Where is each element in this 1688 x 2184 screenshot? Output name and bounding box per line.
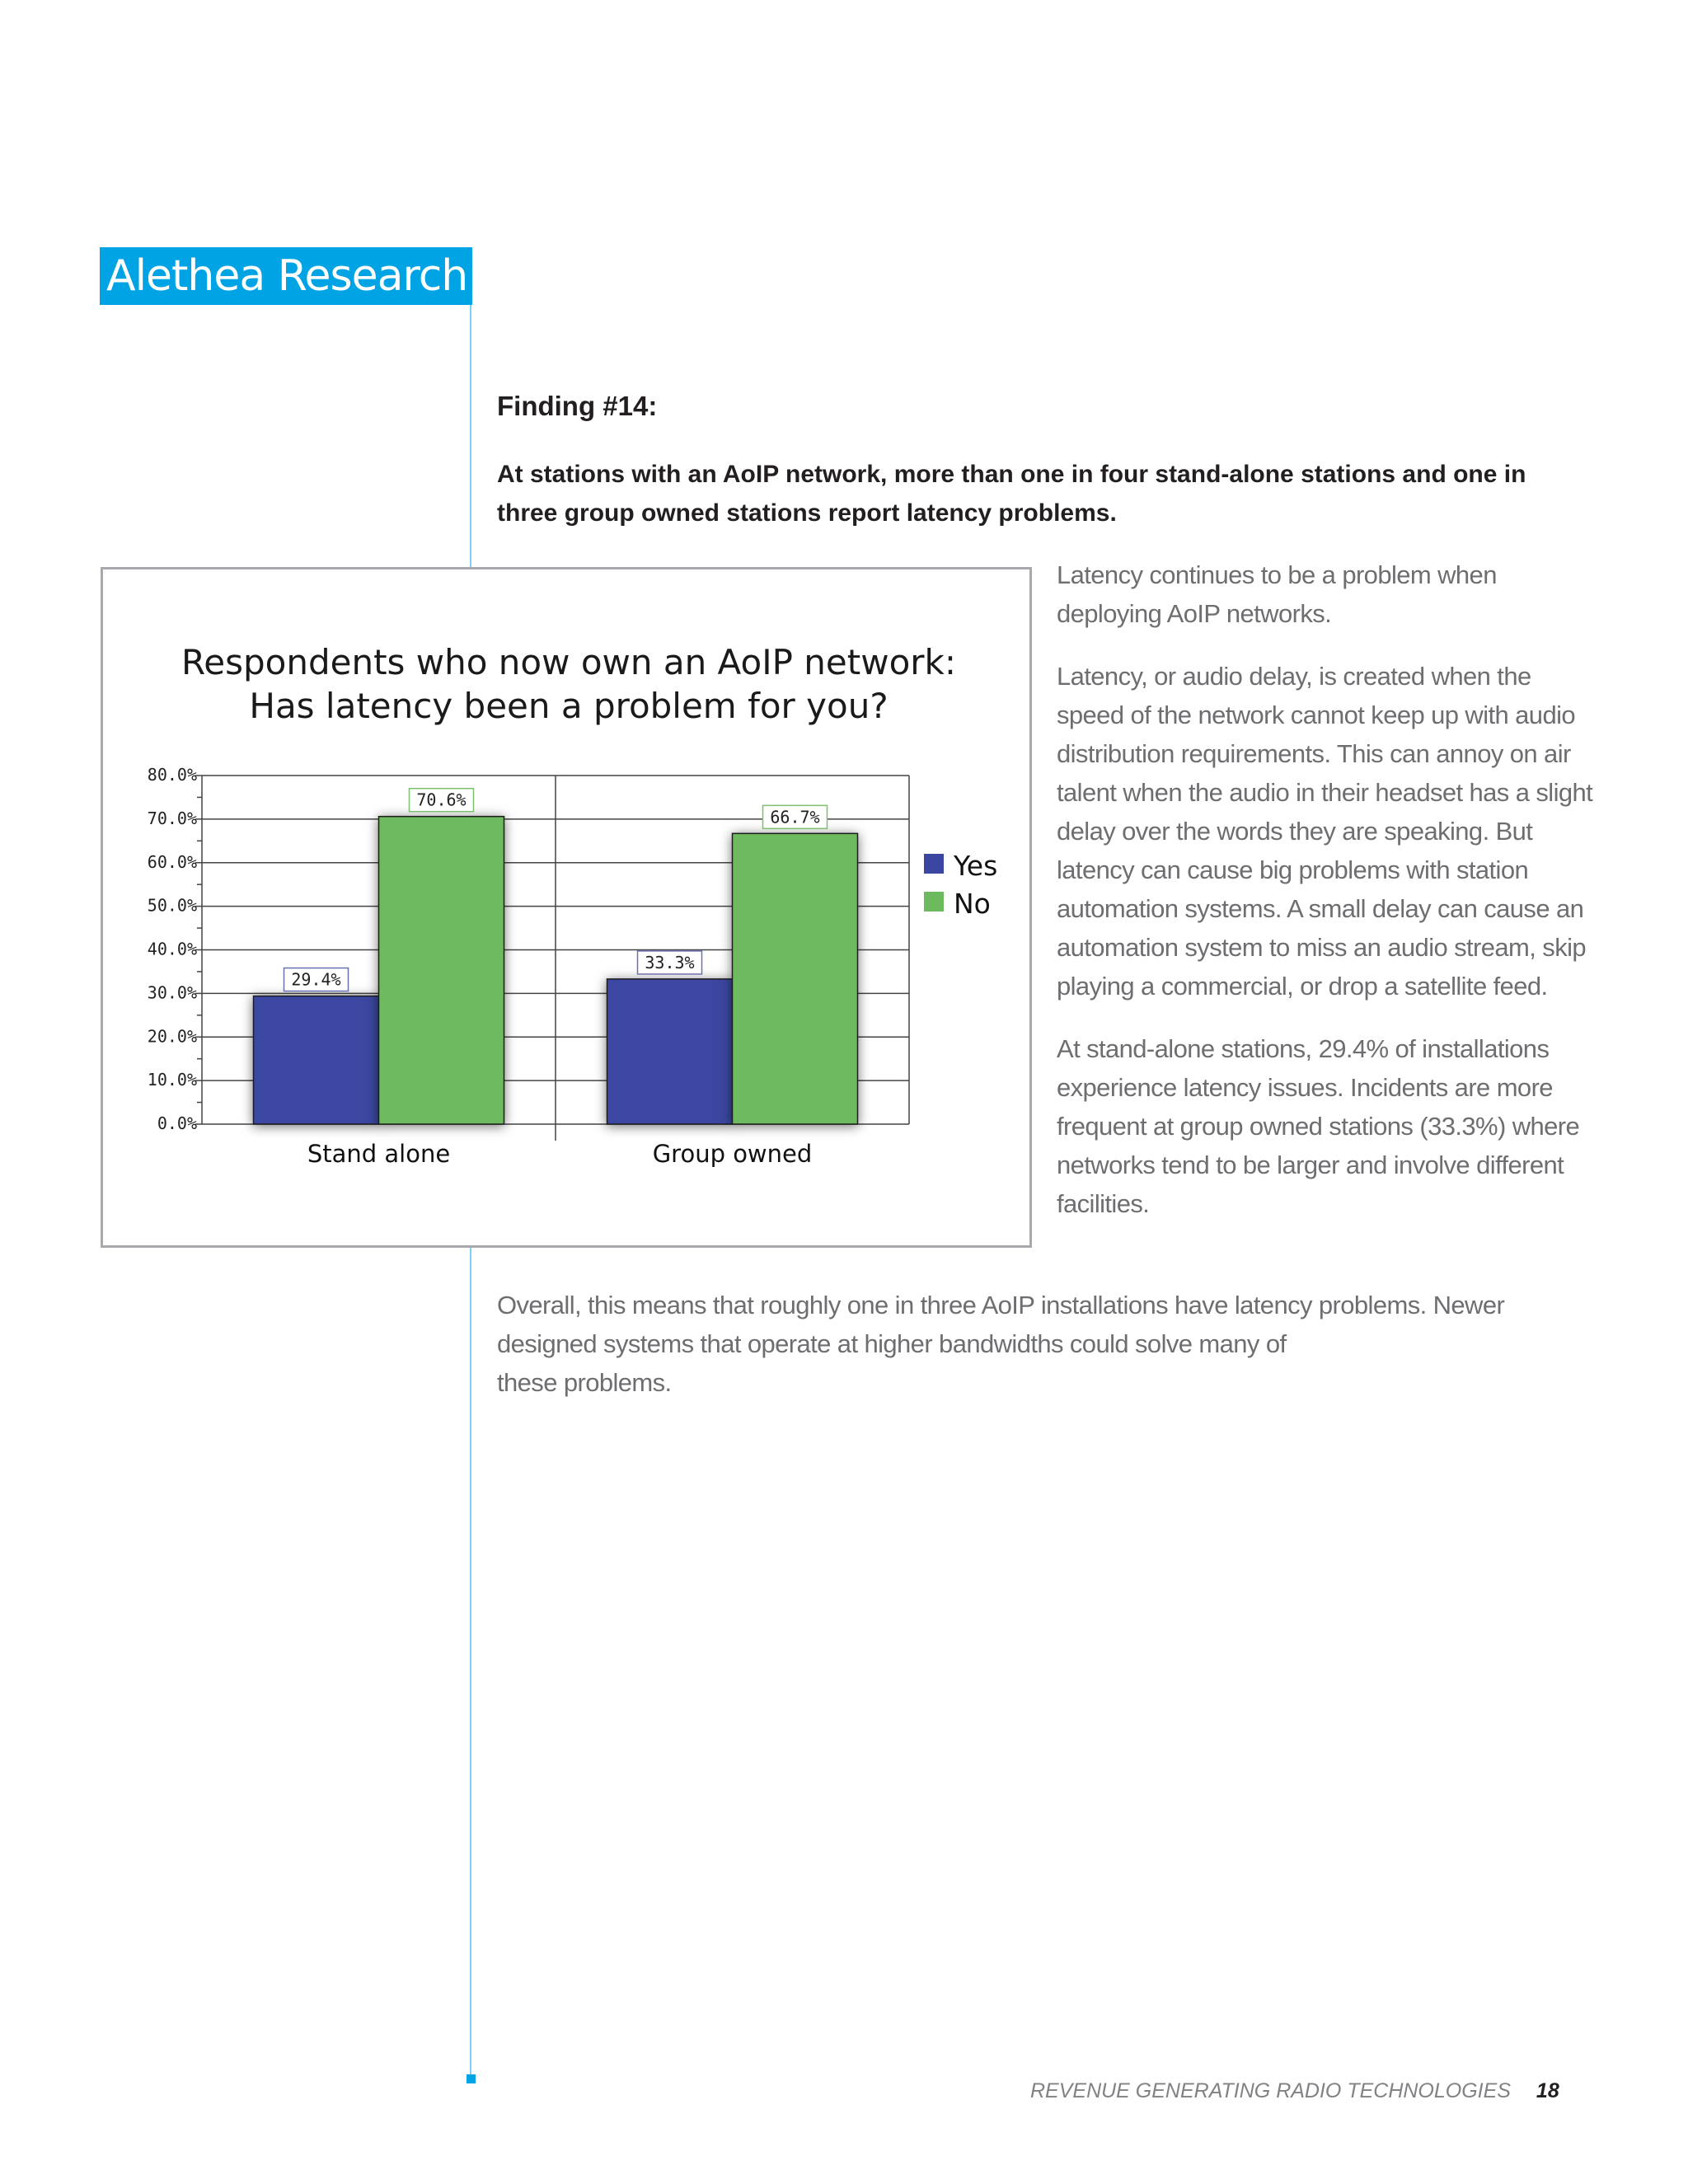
page-number: 18 (1536, 2079, 1559, 2102)
data-label: 70.6% (416, 790, 467, 810)
chart-title-line-1: Respondents who now own an AoIP network: (181, 642, 957, 682)
data-label: 33.3% (645, 952, 695, 972)
paragraph-1: Latency continues to be a problem when deploying AoIP networks. (1057, 560, 1497, 628)
y-tick-label: 70.0% (147, 808, 197, 828)
x-category-label: Group owned (652, 1140, 813, 1168)
chart-title-line-2: Has latency been a problem for you? (249, 686, 889, 726)
bar-no (733, 833, 858, 1124)
y-tick-label: 40.0% (147, 939, 197, 959)
y-tick-label: 0.0% (157, 1113, 197, 1133)
y-tick-label: 60.0% (147, 851, 197, 872)
bar-yes (254, 996, 379, 1124)
data-label: 29.4% (291, 969, 341, 990)
closing-line-3: these problems. (497, 1368, 672, 1397)
data-label: 66.7% (770, 807, 820, 827)
page-footer (1030, 2079, 1559, 2103)
margin-rule-marker (467, 2074, 476, 2083)
y-tick-label: 20.0% (147, 1026, 197, 1047)
chart-panel (101, 567, 1032, 1248)
bar-no (379, 817, 504, 1124)
closing-line-1: Overall, this means that roughly one in three AoIP installations have latency problems. Newer (497, 1291, 1505, 1319)
footer-title: REVENUE GENERATING RADIO TECHNOLOGIES (1030, 2079, 1511, 2102)
y-tick-label: 50.0% (147, 895, 197, 916)
finding-headline: At stations with an AoIP network, more than one in four stand-alone stations and one in three group owned stations report latency problems. (497, 461, 1526, 527)
bar-chart (103, 569, 1029, 1245)
y-tick-label: 30.0% (147, 982, 197, 1003)
x-category-label: Stand alone (307, 1140, 451, 1168)
bar-yes (607, 979, 733, 1124)
legend-label-yes: Yes (954, 850, 998, 882)
side-column (1057, 555, 1601, 1247)
paragraph-3: At stand-alone stations, 29.4% of installations experience latency issues. Incidents are more frequent at group owned stations (33.3%) where networks tend to be larger and involve different facilities. (1057, 1034, 1580, 1218)
brand-name: Alethea Research (106, 251, 468, 301)
legend-swatch-yes (924, 854, 944, 874)
paragraph-2: Latency, or audio delay, is created when the speed of the network cannot keep up with audio distribution requirements. This can annoy on air talent when the audio in their headset has a slight delay over the words they are speaking. But latency can cause big problems with station automation systems. A small delay can cause an automation system to miss an audio stream, skip playing a commercial, or drop a satellite feed. (1057, 662, 1593, 1001)
legend-swatch-no (924, 892, 944, 912)
closing-paragraph (497, 1286, 1585, 1402)
y-tick-label: 80.0% (147, 765, 197, 785)
y-tick-label: 10.0% (147, 1070, 197, 1090)
brand-banner (100, 247, 472, 305)
finding-label: Finding #14: (497, 391, 658, 421)
legend-label-no: No (954, 888, 991, 920)
closing-line-2: designed systems that operate at higher bandwidths could solve many of (497, 1329, 1287, 1358)
